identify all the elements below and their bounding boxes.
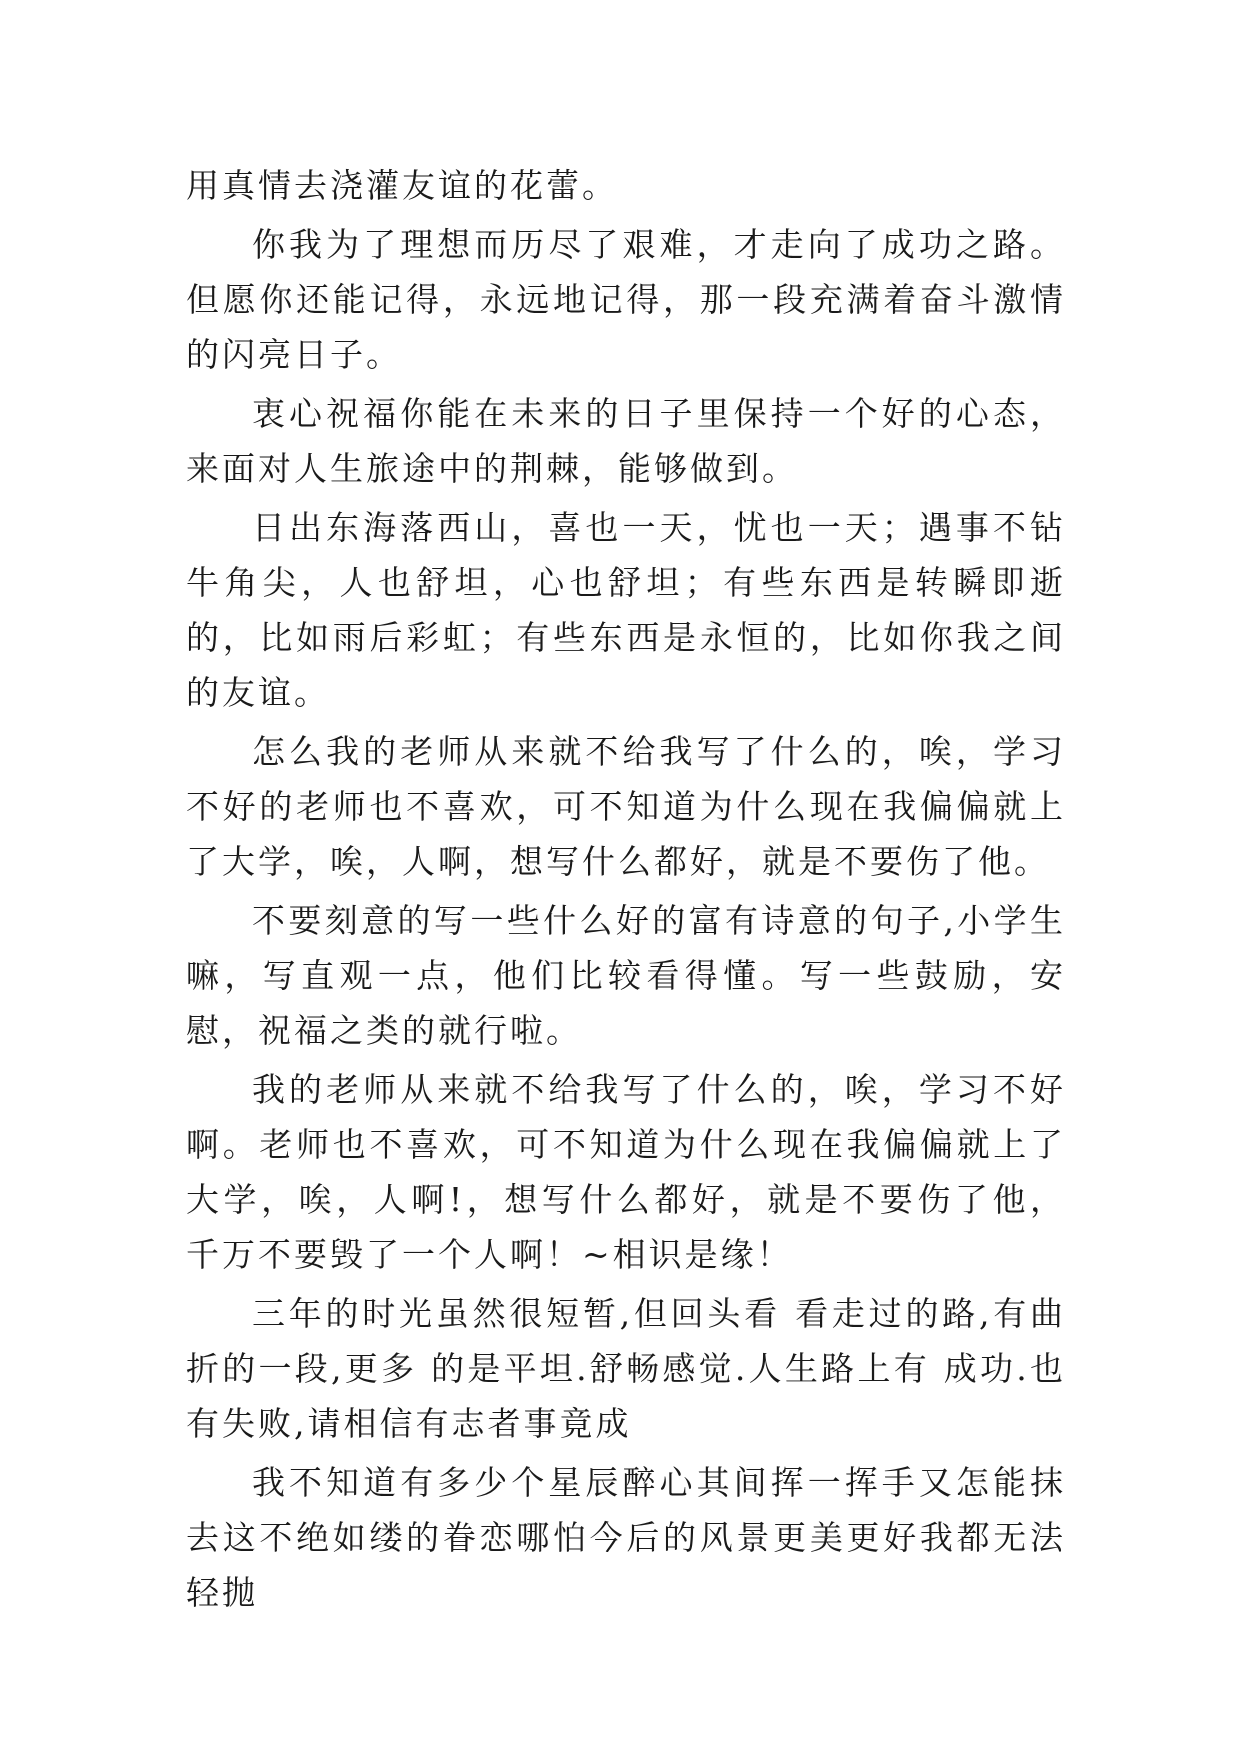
paragraph: 衷心祝福你能在未来的日子里保持一个好的心态，来面对人生旅途中的荆棘，能够做到。 [186, 394, 1066, 488]
paragraph: 怎么我的老师从来就不给我写了什么的，唉，学习不好的老师也不喜欢，可不知道为什么现在我偏偏就上了大学，唉，人啊，想写什么都好，就是不要伤了他。 [186, 732, 1066, 881]
paragraph: 不要刻意的写一些什么好的富有诗意的句子,小学生嘛，写直观一点，他们比较看得懂。写一些鼓励，安慰，祝福之类的就行啦。 [186, 901, 1066, 1050]
paragraph: 你我为了理想而历尽了艰难，才走向了成功之路。但愿你还能记得，永远地记得，那一段充满着奋斗激情的闪亮日子。 [186, 225, 1066, 374]
paragraph: 日出东海落西山，喜也一天，忧也一天；遇事不钻牛角尖，人也舒坦，心也舒坦；有些东西是转瞬即逝的，比如雨后彩虹；有些东西是永恒的，比如你我之间的友谊。 [186, 508, 1066, 712]
paragraph: 我不知道有多少个星辰醉心其间挥一挥手又怎能抹去这不绝如缕的眷恋哪怕今后的风景更美更好我都无法轻抛 [186, 1463, 1066, 1612]
document-body [186, 158, 1066, 1620]
paragraph: 我的老师从来就不给我写了什么的，唉，学习不好啊。老师也不喜欢，可不知道为什么现在我偏偏就上了大学，唉，人啊!，想写什么都好，就是不要伤了他，千万不要毁了一个人啊！~相识是缘！ [186, 1070, 1066, 1274]
paragraph: 用真情去浇灌友谊的花蕾。 [186, 166, 618, 205]
paragraph: 三年的时光虽然很短暂,但回头看 看走过的路,有曲折的一段,更多 的是平坦.舒畅感觉.人生路上有 成功.也有失败,请相信有志者事竟成 [186, 1294, 1066, 1443]
